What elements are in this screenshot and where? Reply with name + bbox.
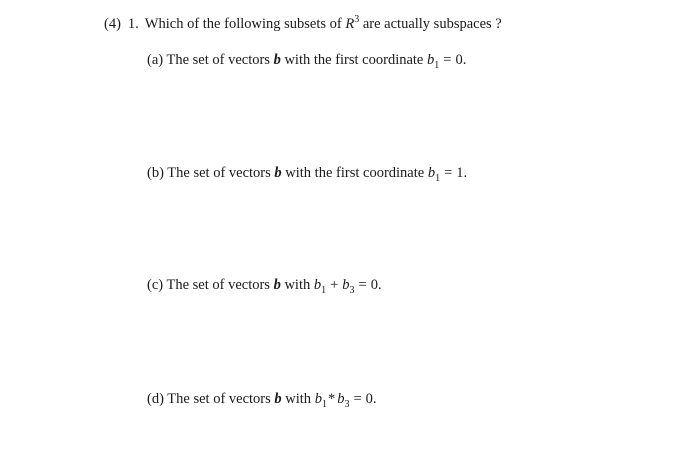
part-d-value: 0.: [365, 391, 377, 407]
part-d-relation: =: [353, 391, 362, 407]
part-b-vector: b: [274, 165, 282, 181]
part-b-label: (b): [147, 165, 164, 181]
part-b-relation: =: [444, 165, 453, 181]
part-d-vector: b: [274, 391, 282, 407]
part-d-var2-sub: 3: [344, 398, 350, 410]
part-c-value: 0.: [370, 277, 382, 293]
part-b-text: The set of vectors: [167, 165, 271, 181]
part-d-operator: *: [327, 391, 336, 407]
part-b-var-sub: 1: [435, 172, 441, 184]
part-a-vector: b: [273, 52, 281, 68]
question-number: 1.: [127, 16, 139, 32]
part-c-var2-sub: 3: [349, 284, 355, 296]
question-text-before: Which of the following subsets of: [144, 16, 342, 32]
part-b-condition-text: with the first coordinate: [285, 165, 425, 181]
part-a-condition-text: with the first coordinate: [284, 52, 424, 68]
part-c-label: (c): [147, 277, 164, 293]
part-c: [147, 276, 382, 294]
part-c-relation: =: [358, 277, 367, 293]
question-text: [145, 15, 502, 33]
part-a: [147, 51, 466, 69]
part-a-text: The set of vectors: [166, 52, 270, 68]
part-b-var: b: [427, 165, 436, 181]
question-marks: (4): [104, 16, 121, 32]
part-c-condition-text: with: [284, 277, 311, 293]
part-d-var1: b: [314, 391, 322, 407]
question-text-after: are actually subspaces ?: [362, 16, 502, 32]
part-d-var1-sub: 1: [321, 398, 327, 410]
part-c-operator: +: [330, 277, 339, 293]
part-c-var2: b: [342, 277, 350, 293]
part-d-condition-text: with: [285, 391, 312, 407]
part-c-vector: b: [273, 277, 281, 293]
part-a-var: b: [427, 52, 435, 68]
part-d-text: The set of vectors: [167, 391, 271, 407]
question-line: [104, 15, 502, 33]
part-d-label: (d): [147, 391, 164, 407]
part-d-var2: b: [337, 391, 345, 407]
part-d: [147, 390, 377, 408]
part-c-text: The set of vectors: [166, 277, 270, 293]
part-c-var1: b: [313, 277, 322, 293]
part-b-value: 1.: [456, 165, 468, 181]
part-a-var-sub: 1: [434, 59, 440, 71]
part-b: [147, 164, 467, 182]
part-c-var1-sub: 1: [321, 284, 327, 296]
space-symbol: R: [345, 16, 355, 32]
space-power: 3: [354, 14, 360, 26]
part-a-relation: =: [443, 52, 452, 68]
part-a-label: (a): [147, 52, 164, 68]
part-a-value: 0.: [455, 52, 467, 68]
